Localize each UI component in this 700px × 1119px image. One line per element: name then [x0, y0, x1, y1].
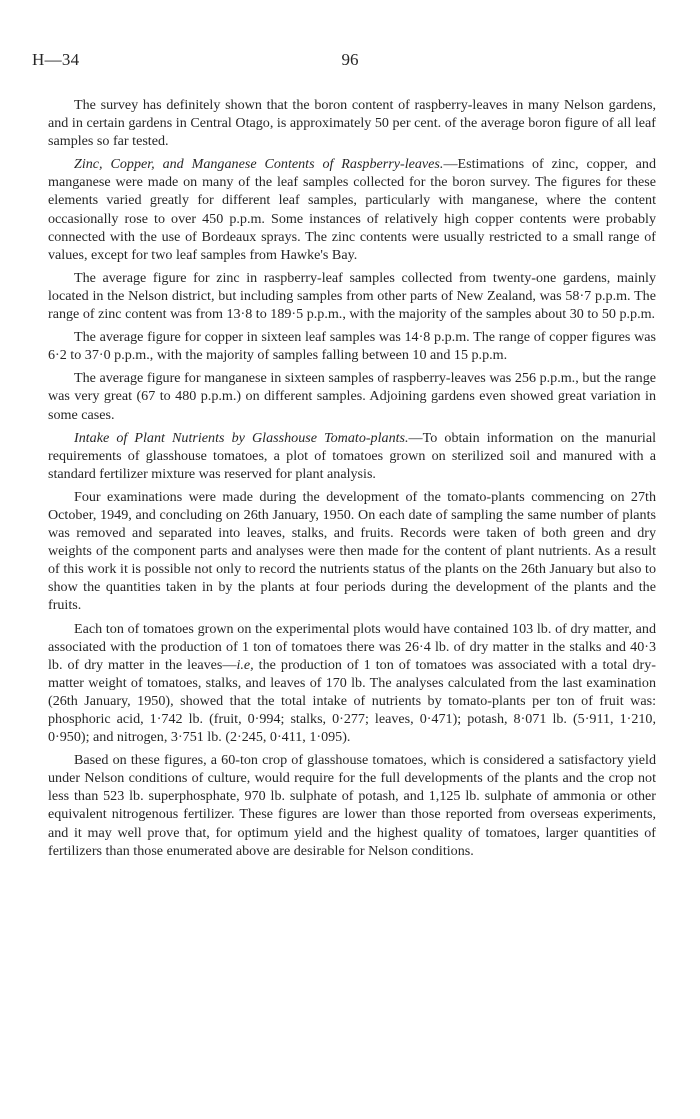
- paragraph-zinc-copper-manganese: [48, 155, 656, 264]
- section-heading-zinc-copper-manganese: Zinc, Copper, and Manganese Contents of Raspberry-leaves.: [74, 156, 444, 173]
- paragraph-text: Based on these figures, a 60-ton crop of glasshouse tomatoes, which is considered a satisfactory yield under Nelson conditions of culture, would require for the full developments of the plants and the crop not less than 523 lb. superphosphate, 970 lb. sulphate of potash, and 1,125 lb. sulphate of ammonia or other equivalent nitrogenous fertilizer. These figures are lower than those reported from overseas experiments, and it may well prove that, for optimum yield and the highest quality of tomatoes, larger quantities of fertilizers than those enumerated above are desirable for Nelson conditions.: [48, 752, 656, 859]
- paragraph-text: —To obtain information on the manurial requirements of glasshouse tomatoes, a plot of tomatoes grown on sterilized soil and manured with a standard fertilizer mixture was reserved for plant analysis.: [48, 429, 656, 482]
- italic-abbreviation: i.e,: [236, 656, 254, 673]
- paragraph-text: Each ton of tomatoes grown on the experimental plots would have contained 103 lb. of dry matter, and associated with the production of 1 ton of tomatoes there was 26·4 lb. of dry matter in the stalks and 40·3 lb. of dry matter in the leaves—: [48, 620, 656, 673]
- paragraph-fertilizer-requirements: [48, 751, 656, 860]
- page-number: 96: [341, 50, 359, 69]
- report-reference: H—34: [32, 50, 80, 69]
- paragraph-manganese-average: [48, 369, 656, 423]
- paragraph-text: The survey has definitely shown that the boron content of raspberry-leaves in many Nelson gardens, and in certain gardens in Central Otago, is approximately 50 per cent. of the average boron figure of all leaf samples so far tested.: [48, 97, 656, 150]
- paragraph-copper-average: [48, 328, 656, 364]
- document-body: [48, 96, 656, 865]
- paragraph-text: The average figure for manganese in sixteen samples of raspberry-leaves was 256 p.p.m., but the range was very great (67 to 480 p.p.m.) on different samples. Adjoining gardens even showed great variation in some cases.: [48, 370, 656, 423]
- paragraph-tomato-intake: [48, 429, 656, 483]
- paragraph-text: The average figure for copper in sixteen leaf samples was 14·8 p.p.m. The range of copper figures was 6·2 to 37·0 p.p.m., with the majority of samples falling between 10 and 15 p.p.m.: [48, 329, 656, 364]
- page-header: [32, 50, 668, 74]
- paragraph-dry-matter: [48, 620, 656, 747]
- paragraph-text: the production of 1 ton of tomatoes was associated with a total dry-matter weight of tomatoes, stalks, and leaves of 170 lb. The analyses calculated from the last examination (26th January, 1950), showed that the total intake of nutrients by tomato-plants per ton of fruit was: phosphoric acid, 1·742 lb. (fruit, 0·994; stalks, 0·277; leaves, 0·471); potash, 8·071 lb. (5·911, 1·210, 0·950); and nitrogen, 3·751 lb. (2·245, 0·411, 1·095).: [48, 656, 656, 746]
- paragraph-text: Four examinations were made during the development of the tomato-plants commencing on 27th October, 1949, and concluding on 26th January, 1950. On each date of sampling the same number of plants was removed and separated into leaves, stalks, and fruits. Records were taken of both green and dry weights of the component parts and analyses were then made for the content of plant nutrients. As a result of this work it is possible not only to record the nutrients status of the plants on the 26th January but also to show the quantities taken in by the plants at four periods during the development of the plants and the fruits.: [48, 488, 656, 614]
- paragraph-text: —Estimations of zinc, copper, and manganese were made on many of the leaf samples collected for the boron survey. The figures for these elements varied greatly for different leaf samples, particularly with manganese, where the content occasionally rose to over 450 p.p.m. Some instances of relatively high copper contents were probably connected with the use of Bordeaux sprays. The zinc contents were usually restricted to a small range of values, except for two leaf samples from Hawke's Bay.: [48, 156, 656, 263]
- paragraph-boron-survey: [48, 96, 656, 150]
- paragraph-zinc-average: [48, 269, 656, 323]
- paragraph-text: The average figure for zinc in raspberry-leaf samples collected from twenty-one gardens, mainly located in the Nelson district, but including samples from other parts of New Zealand, was 58·7 p.p.m. The range of zinc content was from 13·8 to 189·5 p.p.m., with the majority of the samples about 30 to 50 p.p.m.: [48, 269, 656, 323]
- paragraph-four-examinations: [48, 488, 656, 615]
- section-heading-tomato-intake: Intake of Plant Nutrients by Glasshouse Tomato-plants.: [74, 429, 409, 446]
